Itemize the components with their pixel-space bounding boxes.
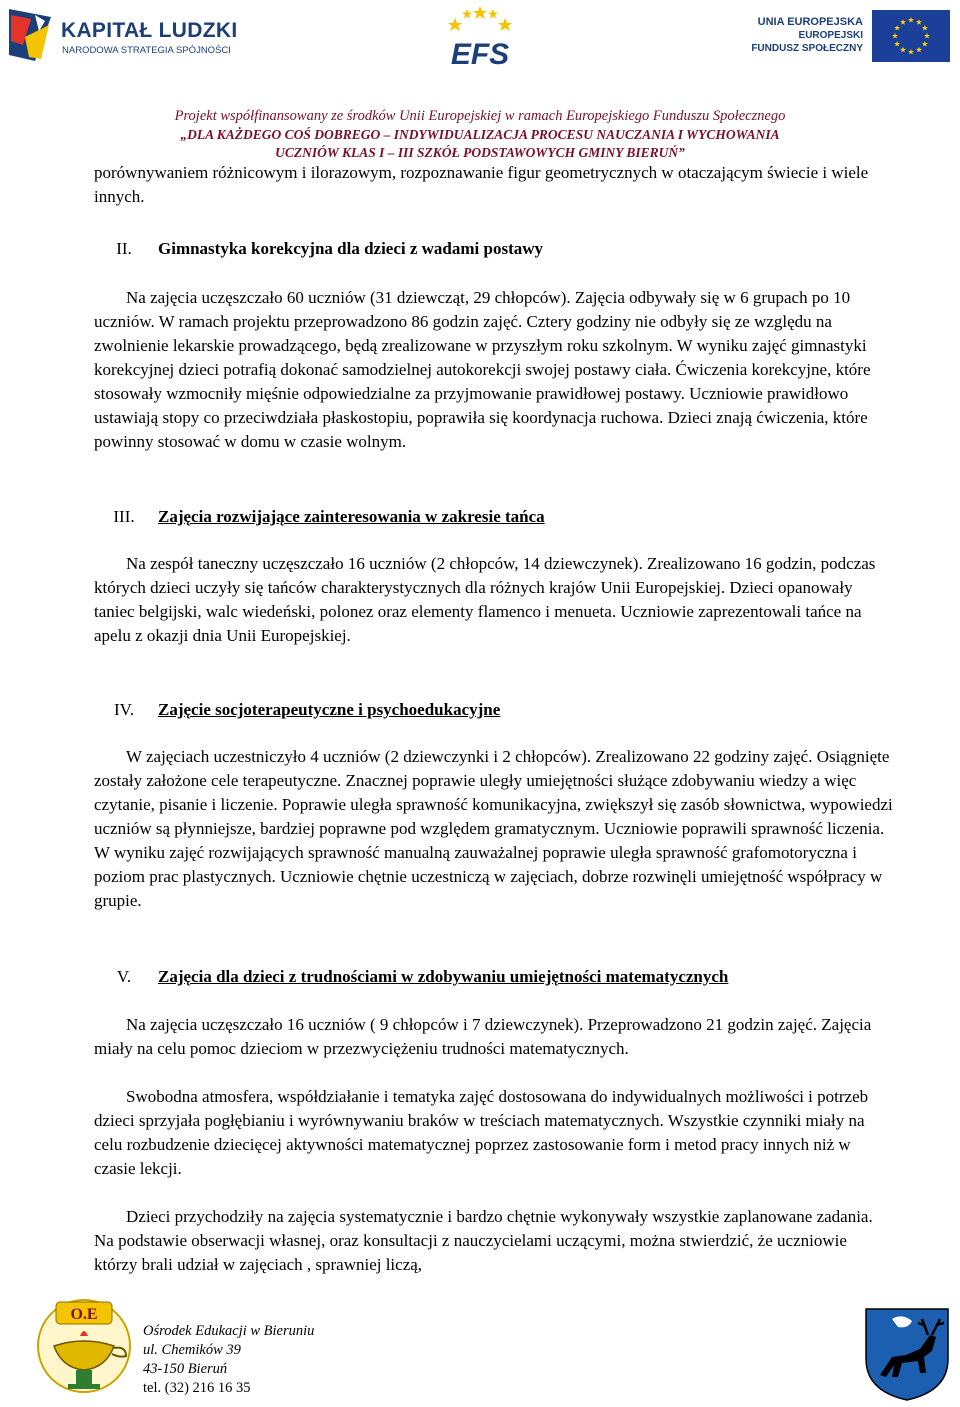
- section-number: II.: [116, 239, 132, 258]
- section-body-iv: [94, 745, 894, 913]
- section-number: IV.: [114, 700, 134, 719]
- city: 43-150 Bieruń: [143, 1361, 228, 1377]
- eu-logo-text: [751, 16, 863, 54]
- paragraph: Na zespół taneczny uczęszczało 16 uczniów (2 chłopców, 14 dziewczynek). Zrealizowano 16 godzin, podczas których dzieci uczyły się tańców charakterystycznych dla różnych krajów Unii Europejskiej. Dzieci opanowały taniec belgijski, walc wiedeński, polonez oraz elementy flamenco i menueta. Uczniowie zaprezentowali tańce na apelu z okazji dnia Unii Europejskiej.: [94, 554, 876, 645]
- paragraph: W zajęciach uczestniczyło 4 uczniów (2 dziewczynki i 2 chłopców). Zrealizowano 22 godziny zajęć. Osiągnięte zostały założone cele terapeutyczne. Znacznej poprawie uległy umiejętności służące zdobywaniu wiedzy a więc czytanie, pisanie i liczenie. Poprawie uległa sprawność komunikacyjna, zwiększył się zasób słownictwa, wypowiedzi uczniów są płynniejsze, bardziej poprawne pod względem gramatycznym. Uczniowie poprawili sprawność liczenia. W wyniku zajęć rozwijających sprawność manualną zauważalnej poprawie uległa sprawność grafomotoryczna i poziom prac plastycznych. Uczniowie chętnie uczestniczą w zajęciach, dobrze rozwinęli umiejętność współpracy w grupie.: [94, 747, 893, 910]
- paragraph: Dzieci przychodziły na zajęcia systematycznie i bardzo chętnie wykonywały wszystkie zaplanowane zadania. Na podstawie obserwacji własnej, oraz konsultacji z nauczycielami uczącymi, można stwierdzić, że uczniowie którzy brali udział w zajęciach , sprawniej liczą,: [94, 1207, 873, 1274]
- efs-logo-text: EFS: [450, 38, 510, 70]
- paragraph: Swobodna atmosfera, współdziałanie i tematyka zajęć dostosowana do indywidualnych możliwości i potrzeb dzieci sprzyjała pogłębianiu i wyrównywaniu braków w treściach matematycznych. Wszystkie czynniki miały na celu rozbudzenie dziecięcej aktywności matematycznej poprzez zastosowanie form i metod pracy innych niż w czasie lekcji.: [94, 1087, 869, 1178]
- eu-line1: UNIA EUROPEJSKA: [757, 16, 863, 28]
- section-body-iii: [94, 552, 894, 648]
- continuation-paragraph: [94, 161, 894, 209]
- section-body-v: [94, 1013, 894, 1277]
- kapital-ludzki-subtitle: NARODOWA STRATEGIA SPÓJNOŚCI: [62, 45, 231, 56]
- oe-logo-text: O.E: [70, 1306, 98, 1323]
- section-title: Zajęcia rozwijające zainteresowania w zakresie tańca: [158, 507, 545, 526]
- kapital-ludzki-logo: [5, 5, 238, 65]
- osrodek-edukacji-logo: [36, 1296, 132, 1396]
- coat-of-arms-icon: [862, 1305, 952, 1402]
- section-body-ii: [94, 286, 894, 454]
- section-number: V.: [116, 967, 132, 986]
- project-funding-line: Projekt współfinansowany ze środków Unii Europejskiej w ramach Europejskiego Funduszu Społecznego: [174, 108, 786, 124]
- footer-address: [143, 1322, 314, 1398]
- section-title: Gimnastyka korekcyjna dla dzieci z wadami postawy: [158, 239, 544, 258]
- lamp-of-knowledge-icon: [36, 1296, 132, 1396]
- eu-logo: [751, 8, 955, 63]
- paragraph: Na zajęcia uczęszczało 16 uczniów ( 9 chłopców i 7 dziewczynek). Przeprowadzono 21 godzin zajęć. Zajęcia miały na celu pomoc dzieciom w przezwyciężeniu trudności matematycznych.: [94, 1015, 872, 1058]
- phone: tel. (32) 216 16 35: [143, 1380, 251, 1396]
- paragraph: porównywaniem różnicowym i ilorazowym, rozpoznawanie figur geometrycznych w otaczającym świecie i wiele innych.: [94, 163, 869, 206]
- eu-line3: FUNDUSZ SPOŁECZNY: [751, 43, 863, 54]
- organization-name: Ośrodek Edukacji w Bieruniu: [143, 1323, 315, 1339]
- eu-line2: EUROPEJSKI: [798, 30, 863, 41]
- project-title-line1: „DLA KAŻDEGO COŚ DOBREGO – INDYWIDUALIZACJA PROCESU NAUCZANIA I WYCHOWANIA: [180, 127, 780, 142]
- section-title: Zajęcie socjoterapeutyczne i psychoedukacyjne: [158, 700, 501, 719]
- section-title: Zajęcia dla dzieci z trudnościami w zdobywaniu umiejętności matematycznych: [158, 967, 729, 986]
- project-title-line2: UCZNIÓW KLAS I – III SZKÓŁ PODSTAWOWYCH GMINY BIERUŃ”: [275, 145, 685, 160]
- eu-flag-icon: [872, 10, 950, 62]
- kapital-ludzki-emblem-icon: [5, 5, 55, 65]
- kapital-ludzki-title: KAPITAŁ LUDZKI: [61, 19, 238, 42]
- street-address: ul. Chemików 39: [143, 1342, 241, 1358]
- bierun-coat-of-arms: [862, 1305, 952, 1402]
- efs-stars-icon: [435, 2, 525, 70]
- paragraph: Na zajęcia uczęszczało 60 uczniów (31 dziewcząt, 29 chłopców). Zajęcia odbywały się w 6 grupach po 10 uczniów. W ramach projektu przeprowadzono 86 godzin zajęć. Cztery godziny nie odbyły się ze względu na zwolnienie lekarskie prowadzącego, będą zrealizowane w przyszłym roku szkolnym. W wyniku zajęć gimnastyki korekcyjnej dzieci potrafią dokonać samodzielnej autokorekcji swojej postawy ciała. Ćwiczenia korekcyjne, które stosowały wzmocniły mięśnie odpowiedzialne za przyjmowanie prawidłowej postawy. Uczniowie prawidłowo ustawiają stopy co przeciwdziała płaskostopiu, poprawiła się koordynacja ruchowa. Dzieci znają ćwiczenia, które powinny stosować w domu w czasie wolnym.: [94, 288, 871, 451]
- efs-logo: [435, 2, 525, 70]
- section-number: III.: [113, 507, 135, 526]
